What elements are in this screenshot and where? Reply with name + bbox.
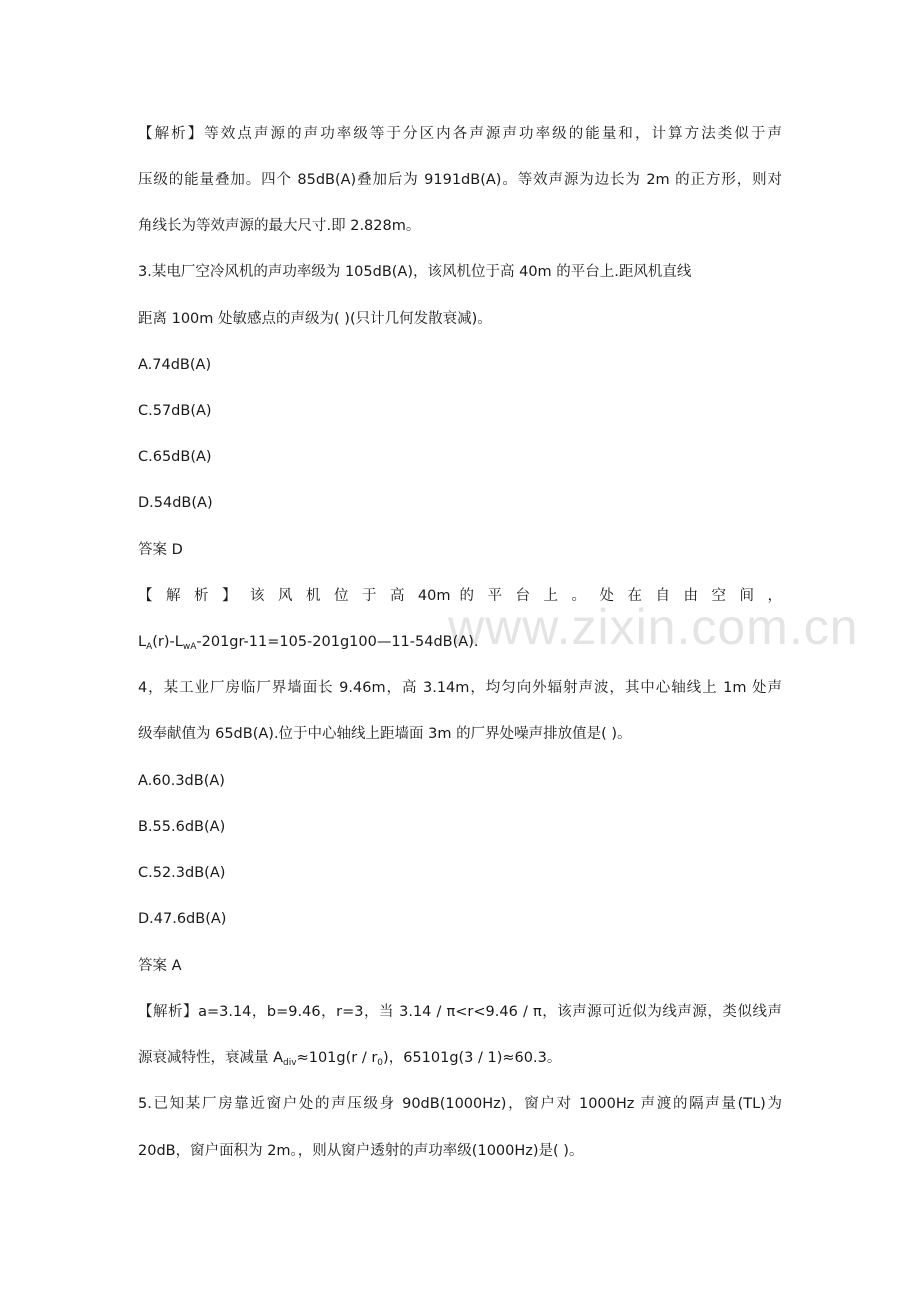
analysis-paragraph-line-3: 角线长为等效声源的最大尺寸.即 2.828m。 (138, 218, 421, 234)
analysis-paragraph-line-1: 【解析】等效点声源的声功率级等于分区内各声源声功率级的能量和，计算方法类似于声 (138, 126, 782, 142)
question-3-line-1: 3.某电厂空冷风机的声功率级为 105dB(A)，该风机位于高 40m 的平台上.距风机直线 (138, 264, 692, 280)
question-3-option-d: D.54dB(A) (138, 495, 213, 511)
question-4-line-2: 级奉献值为 65dB(A).位于中心轴线上距墙面 3m 的厂界处噪声排放值是( )。 (138, 726, 632, 742)
question-3-answer: 答案 D (138, 542, 183, 558)
question-4-option-b: B.55.6dB(A) (138, 819, 226, 835)
question-4-explanation-line-1: 【解析】a=3.14，b=9.46，r=3，当 3.14 / π<r<9.46 / π，该声源可近似为线声源，类似线声 (138, 1004, 782, 1020)
question-5-line-2: 20dB，窗户面积为 2m。，则从窗户透射的声功率级(1000Hz)是( )。 (138, 1143, 584, 1159)
question-3-option-a: A.74dB(A) (138, 357, 212, 373)
question-5-line-1: 5.已知某厂房靠近窗户处的声压级身 90dB(1000Hz)，窗户对 1000Hz 声渡的隔声量(TL)为 (138, 1096, 782, 1112)
question-4-explanation-line-2: 源衰减特性，衰减量 $A_{div}\approx 101g(r / r_0)$，65101g(3 / 1)≈60.3。 (138, 1050, 562, 1068)
question-3-line-2: 距离 100m 处敏感点的声级为( )(只计几何发散衰减)。 (138, 311, 492, 327)
question-4-line-1: 4，某工业厂房临厂界墙面长 9.46m，高 3.14m，均匀向外辐射声波，其中心轴线上 1m 处声 (138, 680, 782, 696)
question-3-explanation-formula: $L_A(r)-L_{wA}-201gr-11=105-201g100—11-54dB(A)$. (138, 634, 479, 652)
question-3-explanation-line-1: 【 解 析 】 该 风 机 位 于 高 40m 的 平 台 上 。 处 在 自 由 空 间 ， (138, 588, 782, 604)
question-4-answer: 答案 A (138, 958, 182, 974)
question-4-option-d: D.47.6dB(A) (138, 911, 227, 927)
question-4-option-c: C.52.3dB(A) (138, 865, 226, 881)
question-3-option-c: C.65dB(A) (138, 449, 212, 465)
analysis-paragraph-line-2: 压级的能量叠加。四个 85dB(A)叠加后为 9191dB(A)。等效声源为边长为 2m 的正方形，则对 (138, 172, 782, 188)
watermark: www.zixin.com.cn (448, 599, 859, 655)
question-3-option-b: C.57dB(A) (138, 403, 212, 419)
question-4-option-a: A.60.3dB(A) (138, 773, 225, 789)
